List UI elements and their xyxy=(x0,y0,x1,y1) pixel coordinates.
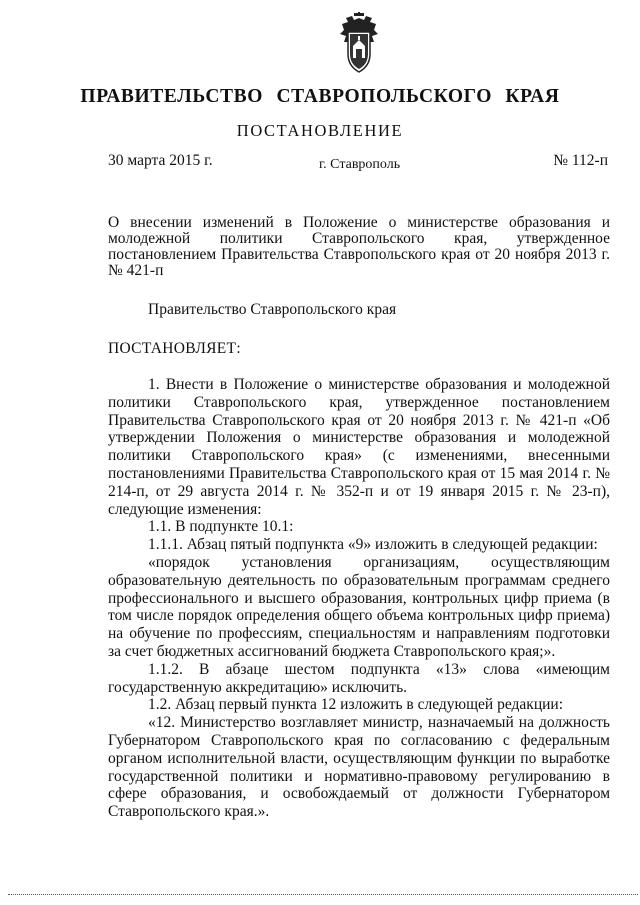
paragraph-1-2: 1.2. Абзац первый пункта 12 изложить в следующей редакции: xyxy=(148,696,564,714)
subject-text: О внесении изменений в Положение о министерстве образования и молодежной политики Ставропольского края, утвержденное постановлением Правительства Ставропольского края от 20 ноября 2013 г. № 421-п xyxy=(108,214,610,279)
preamble: Правительство Ставропольского края xyxy=(148,301,397,318)
quoted-text-2: «12. Министерство возглавляет министр, назначаемый на должность Губернатором Ставропольского края по согласованию с федеральным органом исполнительной власти, осуществляющим функции по выработке государственной политики и нормативно-правовому регулированию в сфере образования, и освобождаемый от должности Губернатором Ставропольского края.». xyxy=(108,714,610,821)
quoted-text-1: «порядок установления организациям, осуществляющим образовательную деятельность по образовательным программам среднего профессионального и высшего образования, контрольных цифр приема (в том числе порядок определения общего объема контрольных цифр приема) на обучение по профессиям, специальностям и направлениям подготовки за счет бюджетных ассигнований бюджета Ставропольского края;». xyxy=(108,553,610,660)
document-subject xyxy=(108,215,610,279)
paragraph-1-1-2: 1.1.2. В абзаце шестом подпункта «13» слова «имеющим государственную аккредитацию» исключить. xyxy=(108,660,610,696)
document-number: № 112-п xyxy=(553,152,608,169)
document-date: 30 марта 2015 г. xyxy=(108,152,213,169)
resolves-heading: ПОСТАНОВЛЯЕТ: xyxy=(108,340,241,357)
government-title: ПРАВИТЕЛЬСТВО СТАВРОПОЛЬСКОГО КРАЯ xyxy=(80,86,560,107)
document-city: г. Ставрополь xyxy=(319,157,401,172)
page-edge-divider xyxy=(8,894,638,896)
paragraph-1: 1. Внести в Положение о министерстве образования и молодежной политики Ставропольского края, утвержденное постановлением Правительства Ставропольского края от 20 ноября 2013 г. № 421-п «Об утверждении Положения о министерстве образования и молодежной политики Ставропольского края» (с изменениями, внесенными постановлениями Правительства Ставропольского края от 15 мая 2014 г. № 214-п, от 29 августа 2014 г. № 352-п и от 19 января 2015 г. № 23-п), следующие изменения: xyxy=(108,376,610,518)
document-body xyxy=(108,376,610,821)
paragraph-1-1-1: 1.1.1. Абзац пятый подпункта «9» изложить в следующей редакции: xyxy=(148,536,598,554)
coat-of-arms-icon xyxy=(336,12,382,74)
document-type: ПОСТАНОВЛЕНИЕ xyxy=(236,121,404,140)
paragraph-1-1: 1.1. В подпункте 10.1: xyxy=(148,518,294,536)
